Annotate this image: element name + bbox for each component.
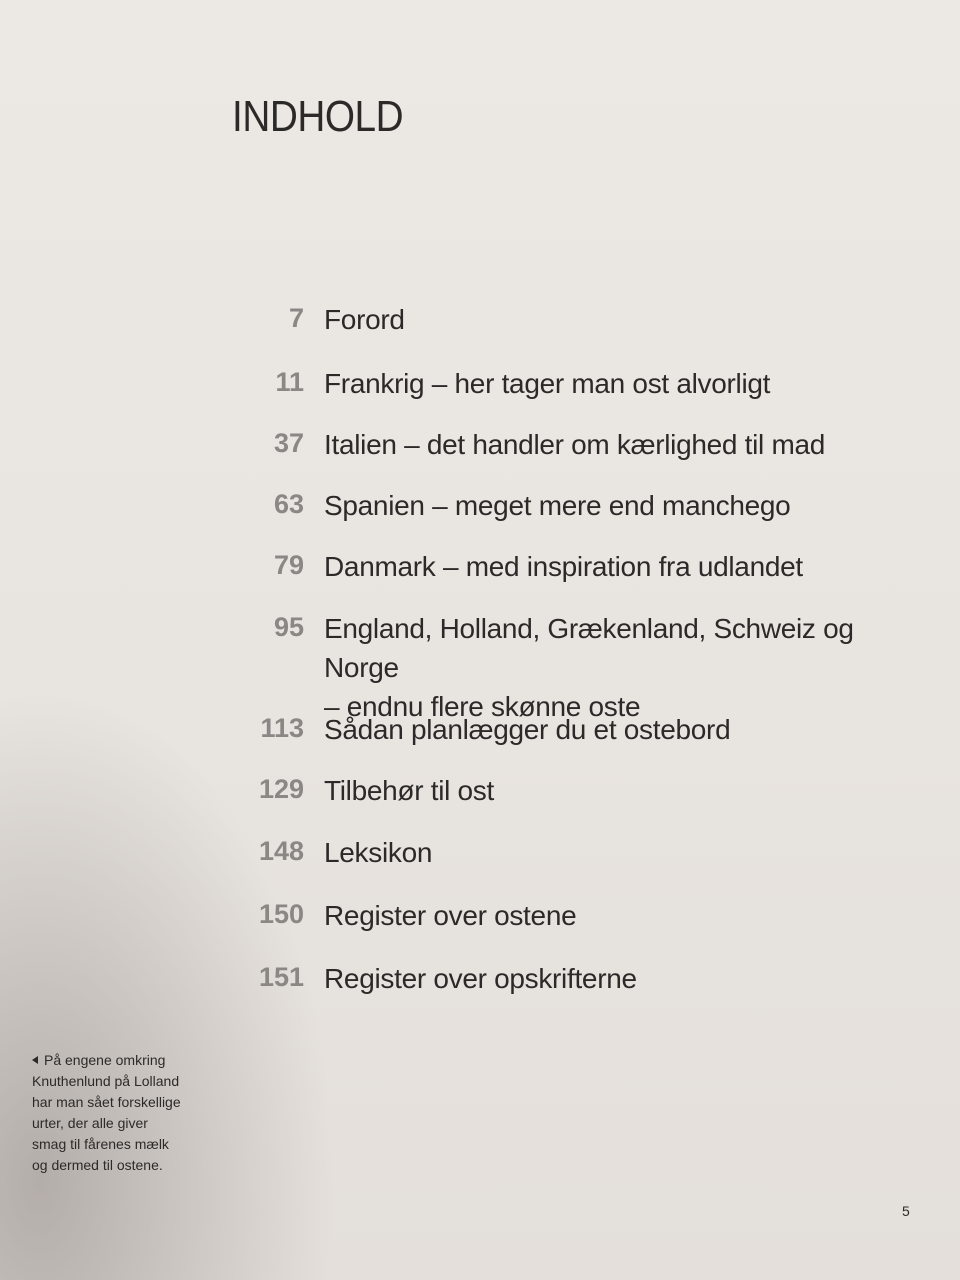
toc-entry-title — [324, 300, 405, 339]
toc-entry — [200, 425, 920, 464]
toc-entry-line: Tilbehør til ost — [324, 775, 494, 806]
toc-entry-title — [324, 959, 637, 998]
toc-entry-title — [324, 710, 730, 749]
toc-page-number: 129 — [258, 774, 304, 804]
toc-entry — [200, 833, 920, 872]
toc-entry-title — [324, 609, 920, 726]
triangle-left-icon — [32, 1056, 38, 1064]
toc-entry-line: Register over ostene — [324, 900, 577, 931]
toc-entry-title — [324, 486, 790, 525]
toc-entry-line: Leksikon — [324, 837, 433, 868]
caption-line: urter, der alle giver — [32, 1115, 148, 1131]
caption-line: og dermed til ostene. — [32, 1157, 163, 1173]
toc-entry-line: Sådan planlægger du et ostebord — [324, 714, 731, 745]
page-title: INDHOLD — [232, 92, 404, 141]
toc-entry — [200, 300, 920, 339]
caption-line: smag til fårenes mælk — [32, 1136, 169, 1152]
toc-page-number: 95 — [273, 612, 304, 642]
toc-entry-line: Register over opskrifterne — [324, 963, 637, 994]
toc-entry-line: Forord — [324, 304, 405, 335]
toc-page-number: 150 — [258, 899, 304, 929]
toc-entry-title — [324, 896, 576, 935]
toc-entry-title — [324, 547, 803, 586]
caption-line: Knuthenlund på Lolland — [32, 1073, 180, 1089]
toc-entry-line: England, Holland, Grækenland, Schweiz og Norge — [324, 613, 854, 683]
toc-entry-title — [324, 833, 432, 872]
toc-page-number: 151 — [258, 962, 304, 992]
toc-page-number: 79 — [273, 550, 304, 580]
toc-entry-title — [324, 771, 494, 810]
toc-entry — [200, 710, 920, 749]
toc-entry — [200, 547, 920, 586]
toc-entry — [200, 609, 920, 726]
toc-page-number: 148 — [258, 836, 304, 866]
toc-page-number: 11 — [275, 367, 304, 397]
toc-page-number: 7 — [288, 303, 304, 333]
caption-line: På engene omkring — [44, 1052, 166, 1068]
toc-entry — [200, 896, 920, 935]
toc-page-number: 63 — [273, 489, 304, 519]
toc-entry-title — [324, 425, 825, 464]
toc-entry — [200, 486, 920, 525]
page-number: 5 — [902, 1203, 910, 1219]
toc-entry — [200, 364, 920, 403]
toc-entry-line: Danmark – med inspiration fra udlandet — [324, 551, 803, 582]
caption-line: har man sået forskellige — [32, 1094, 181, 1110]
toc-entry-line: Frankrig – her tager man ost alvorligt — [324, 368, 771, 399]
toc-page-number: 37 — [273, 428, 304, 458]
toc-entry — [200, 959, 920, 998]
toc-entry — [200, 771, 920, 810]
toc-entry-title — [324, 364, 770, 403]
toc-entry-line: Spanien – meget mere end manchego — [324, 490, 791, 521]
photo-caption — [32, 1050, 202, 1176]
toc-entry-line: Italien – det handler om kærlighed til mad — [324, 429, 826, 460]
toc-entry-line: – endnu flere skønne oste — [324, 691, 641, 722]
toc-page-number: 113 — [260, 713, 304, 743]
